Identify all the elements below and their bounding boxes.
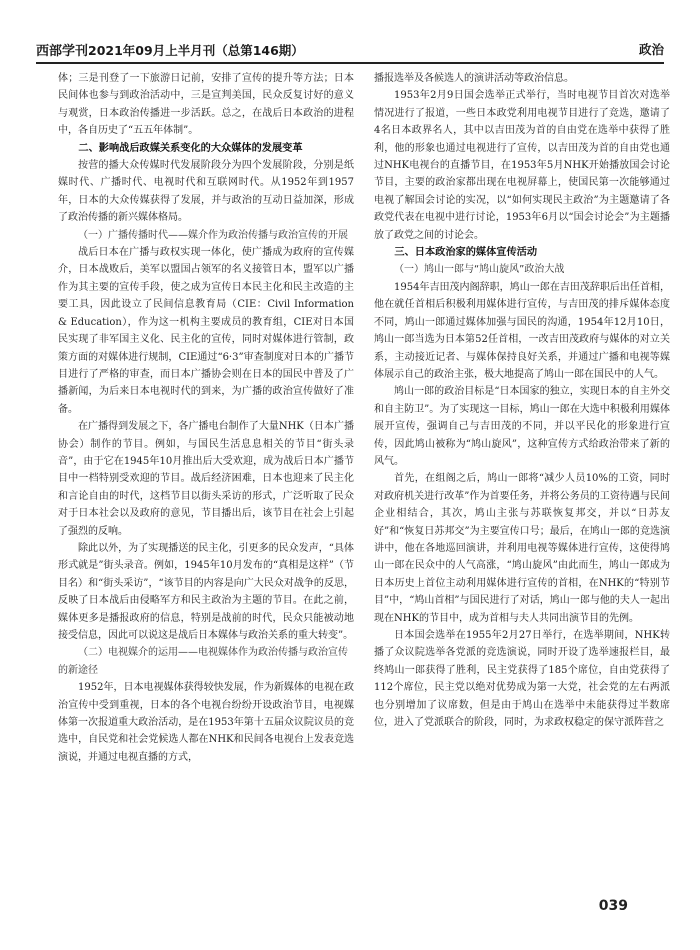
- right-column: [374, 70, 670, 890]
- page-number: 039: [598, 898, 628, 914]
- paragraph: 体；三是刊登了一下旅游日记前，安排了宣传的提升等方法；日本民间体也参与到政治活动中，三是宣判美国，民众反复讨好的意义与观赏，日本政治传播进一步活跃。总之，在战后日本政治的进程中，各自历史了“五五年体制”。: [58, 73, 354, 137]
- journal-header: [36, 40, 304, 59]
- paragraph: 播报选举及各候选人的演讲活动等政治信息。: [374, 73, 574, 84]
- section-heading: （一）鸠山一郎与“鸠山旋风”政治大战: [394, 264, 565, 276]
- section-heading: （二）电视媒介的运用——电视媒体作为政治传播与政治宣传的新途径: [58, 647, 348, 676]
- section-heading: 二、影响战后政媒关系变化的大众媒体的发展变革: [78, 141, 303, 154]
- issue-info: 2021年09月上半月刊（总第146期）: [88, 43, 304, 58]
- paragraph: 战后日本在广播与政权实现一体化，使广播成为政府的宣传媒介，日本战败后，美军以盟国占领军的名义接管日本，盟军以广播作为其主要的宣传手段，使之成为宣传日本民主化和民主改造的主要工具，因此设立了民间信息教育局（CIE：Civil Information & Education），作为这一机构主要成员的教育组，CIE对日本国民实现了非军国主义化、民主化的宣传，同时对媒体进行管制，政策方面的对媒体进行规制，CIE通过“6·3”审查制度对日本的广播节目进行了严格的审查，而日本广播协会则在日本的国民中普及了广播新闻，为后来日本电视时代的到来，为广播的政治宣传做好了准备。: [58, 247, 354, 415]
- section-heading: （一）广播传播时代——媒介作为政治传播与政治宣传的开展: [78, 229, 348, 241]
- paragraph: 按营的播大众传媒时代发展阶段分为四个发展阶段，分别是纸媒时代、广播时代、电视时代和互联网时代。从1952年到1957年，日本的大众传媒获得了发展，并与政治的互动日益加深，形成了政治传播的新兴媒体格局。: [58, 160, 354, 224]
- page-header: [36, 38, 664, 64]
- paragraph: 1952年，日本电视媒体获得较快发展，作为新媒体的电视在政治宣传中受到重视，日本的各个电视台纷纷开设政治节目，电视媒体第一次报道重大政治活动，是在1953年第十五届众议院议员的竞选中，自民党和社会党候选人都在NHK和民间各电视台上发表竞选演说，并通过电视直播的方式，: [58, 682, 354, 763]
- paragraph: 在广播得到发展之下，各广播电台制作了大量NHK（日本广播协会）制作的节目。例如，与国民生活息息相关的节目“街头录音”，由于它在1945年10月推出后大受欢迎，成为战后日本广播节目中一档特别受欢迎的节目。战后经济困难，日本也迎来了民主化和言论自由的时代，这档节目以街头采访的形式，广泛听取了民众对于日本社会以及政府的意见，节目播出后，该节目在社会上引起了强烈的反响。: [58, 421, 354, 537]
- paragraph: 首先，在组阁之后，鸠山一郎将“减少人员10%的工资，同时对政府机关进行改革”作为首要任务，并将公务员的工资待遇与民间企业相结合，其次，鸠山主张与苏联恢复邦交，并以“日苏友好”和“恢复日苏邦交”为主要宣传口号；最后，在鸠山一郎的竞选演讲中，他在各地巡回演讲，并利用电视等媒体进行宣传，这使得鸠山一郎在民众中的人气高涨，“鸠山旋风”由此而生，鸠山一郎成为日本历史上首位主动利用媒体进行宣传的首相，在NHK的“特别节目”中，“鸠山首相”与国民进行了对话，鸠山一郎与他的夫人一起出现在NHK的节目中，成为首相与夫人共同出演节目的先例。: [374, 473, 670, 624]
- paragraph: 1953年2月9日国会选举正式举行，当时电视节目首次对选举情况进行了报道，一些日本政党利用电视节目进行了竞选，邀请了4名日本政界名人，其中以吉田茂为首的自由党在选举中获得了胜利，他的形象也通过电视进行了宣传，以吉田茂为首的自由党也通过NHK电视台的直播节目，在1953年5月NHK开始播放国会讨论节目，主要的政治家都出现在电视屏幕上，使国民第一次能够通过电视了解国会讨论的实况，以“如何实现民主政治”为主题邀请了各政党代表在电视中进行讨论，1953年6月以“国会讨论会”为主题播放了政党之间的讨论会。: [374, 90, 670, 241]
- paragraph: 1954年吉田茂内阁辞职，鸠山一郎在吉田茂辞职后出任首相，他在就任首相后积极利用媒体进行宣传，与吉田茂的排斥媒体态度不同，鸠山一郎通过媒体加强与国民的沟通，1954年12月10日，鸠山一郎当选为日本第52任首相，一改吉田茂政府与媒体的对立关系，主动接近记者、与媒体保持良好关系，并通过广播和电视等媒体展示自己的政治主张，极大地提高了鸠山一郎在国民中的人气。: [374, 281, 670, 380]
- paragraph: 除此以外，为了实现播送的民主化，引更多的民众发声，“具体形式就是”街头录音。例如，1945年10月发布的“真相是这样”（节目名）和“街头采访”，“该节目的内容是向广大民众对战争的反思，反映了日本战后由侵略军方和民主政治为主题的节目。在此之前，媒体更多是播报政府的信息，特别是战前的时代，民众只能被动地接受信息，因此可以说这是战后日本媒体与政治关系的重大转变”。: [58, 542, 354, 641]
- paragraph: 日本国会选举在1955年2月27日举行，在选举期间，NHK转播了众议院选举各党派的竞选演说，同时开设了选举速报栏目，最终鸠山一郎获得了胜利，民主党获得了185个席位，自由党获得了112个席位，民主党以绝对优势成为第一大党，社会党的左右两派也分别增加了议席数，但是由于鸠山在选举中未能获得过半数席位，进入了党派联合的阶段，同时，为求政权稳定的保守派阵营之: [374, 630, 670, 729]
- section-heading: 三、日本政治家的媒体宣传活动: [394, 246, 538, 259]
- journal-logo: 西部学刊: [36, 44, 89, 59]
- article-body: [58, 70, 670, 890]
- section-name: 政治: [638, 42, 664, 57]
- left-column: [58, 70, 354, 890]
- paragraph: 鸠山一郎的政治目标是“日本国家的独立，实现日本的自主外交和自主防卫”。为了实现这一目标，鸠山一郎在大选中积极利用媒体展开宣传，强调自己与吉田茂的不同，并以平民化的形象进行宣传，因此鸠山被称为“鸠山旋风”，这种宣传方式给政治带来了新的风气。: [374, 386, 670, 467]
